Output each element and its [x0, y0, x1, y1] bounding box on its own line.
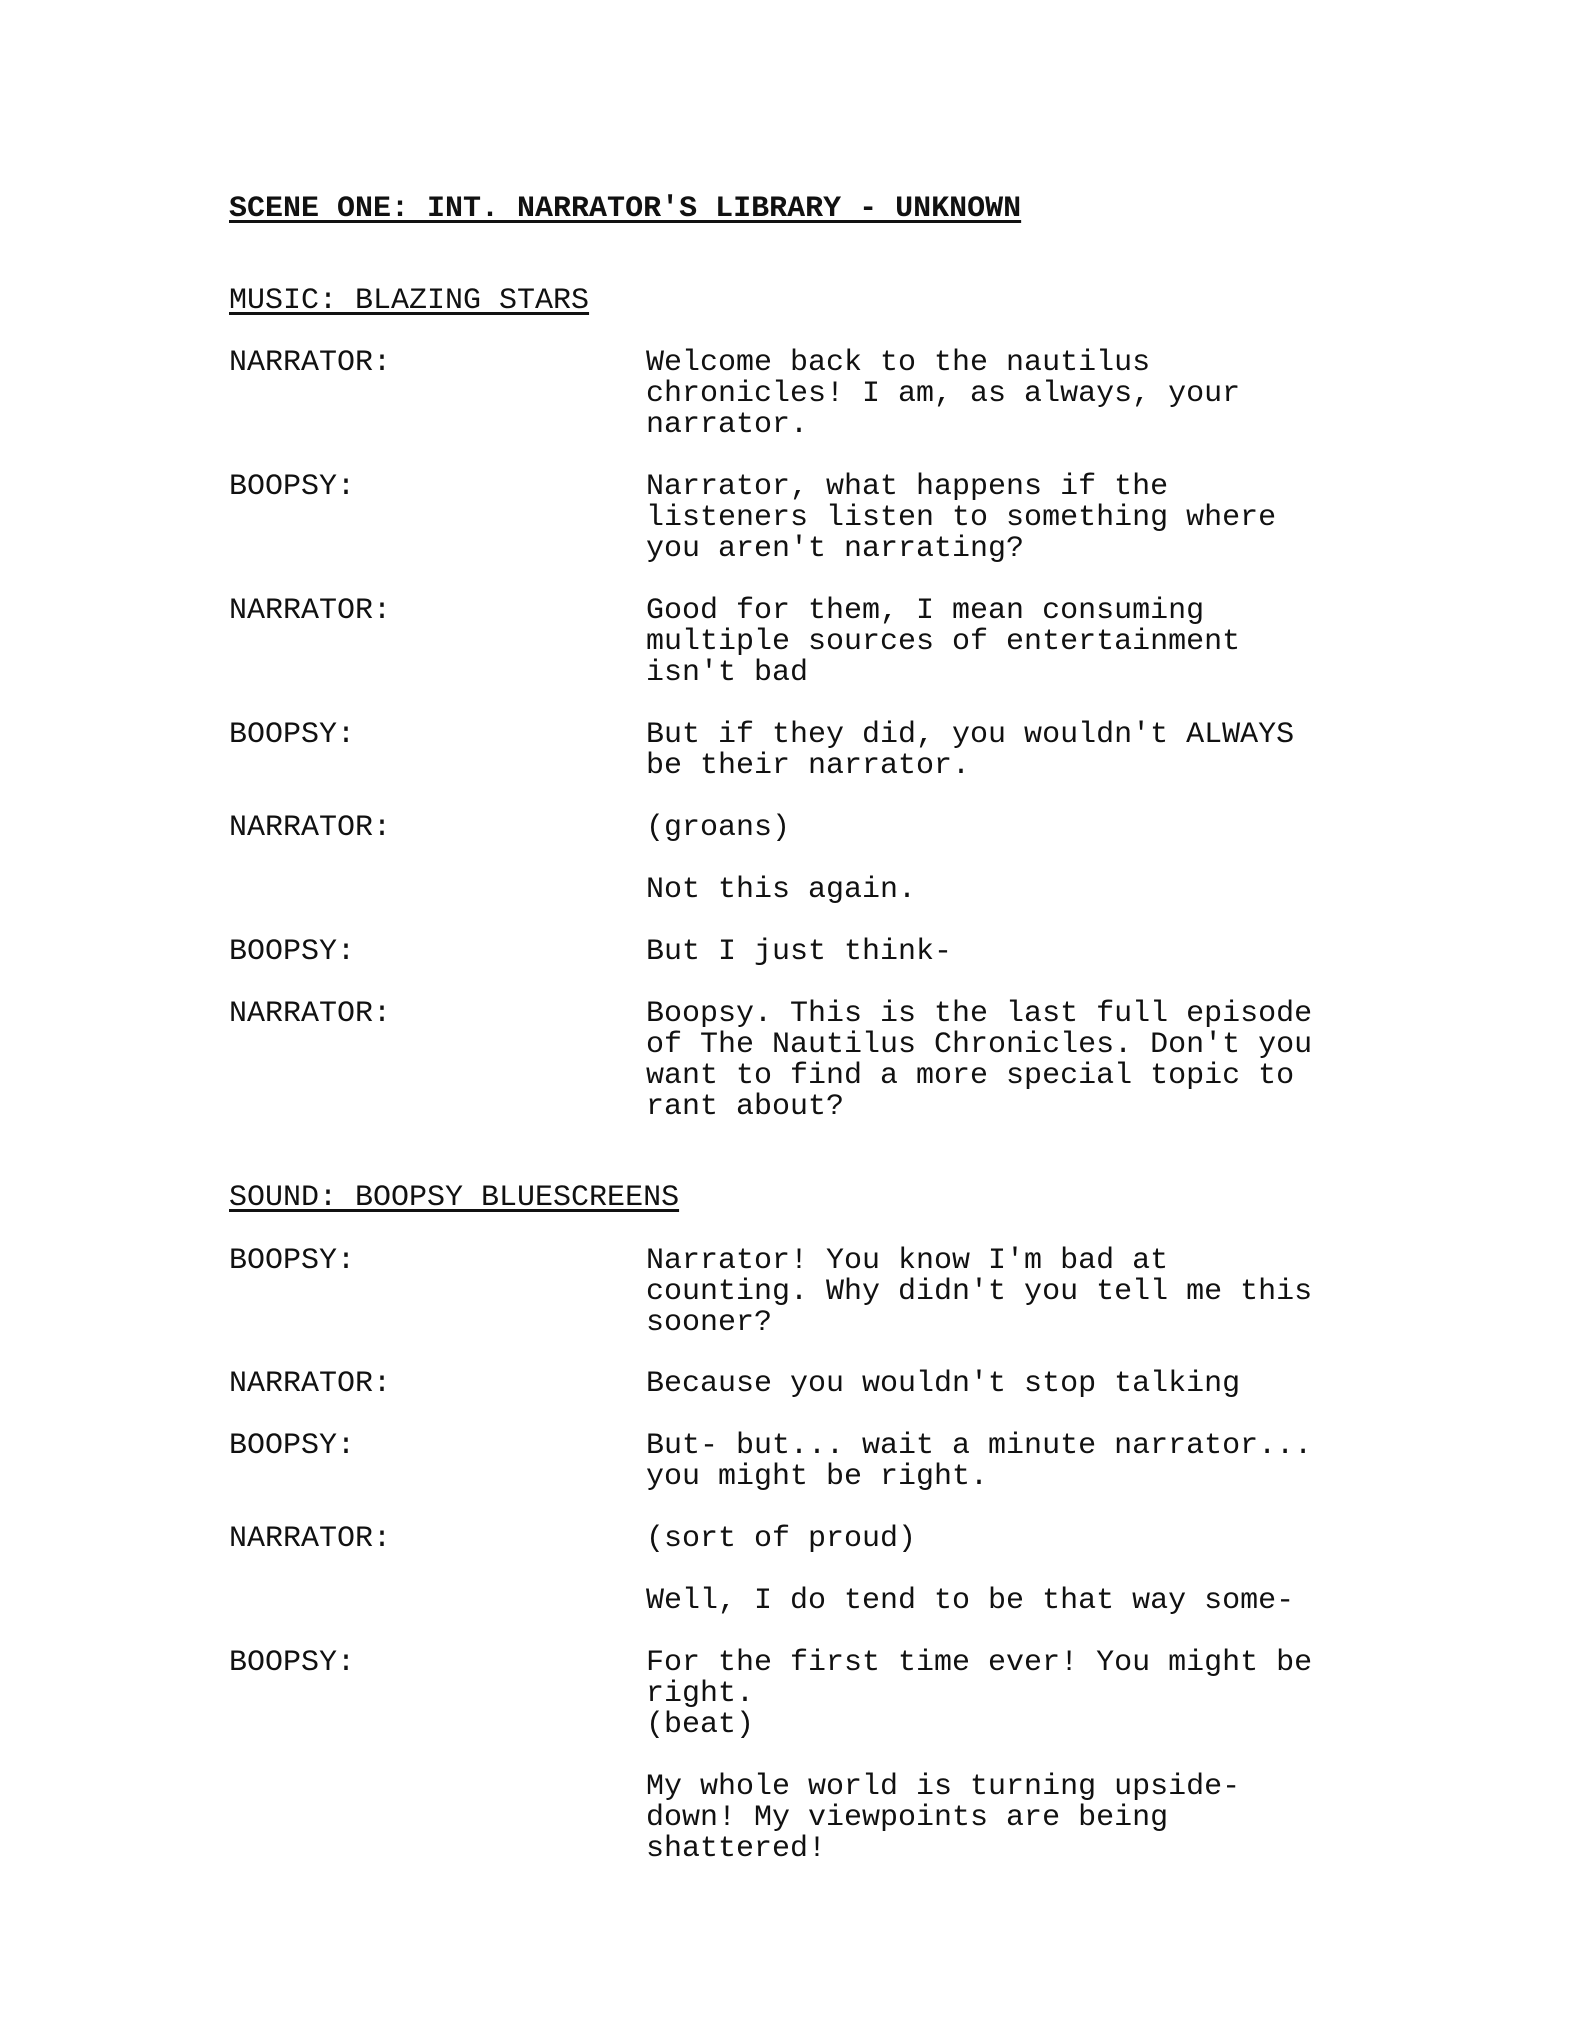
- speaker-name: BOOPSY:: [229, 1429, 356, 1463]
- dialogue-text: Welcome back to the nautilus chronicles! I am, as always, your narrator.: [646, 346, 1241, 442]
- parenthetical-text: (groans): [646, 811, 791, 845]
- speaker-name: NARRATOR:: [229, 594, 392, 628]
- speaker-name: NARRATOR:: [229, 1367, 392, 1401]
- dialogue-text: Good for them, I mean consuming multiple sources of entertainment isn't bad: [646, 594, 1241, 690]
- music-cue: MUSIC: BLAZING STARS: [229, 284, 590, 318]
- speaker-name: NARRATOR:: [229, 811, 392, 845]
- dialogue-text: But if they did, you wouldn't ALWAYS be their narrator.: [646, 718, 1295, 783]
- dialogue-text: Because you wouldn't stop talking: [646, 1367, 1241, 1401]
- dialogue-text: Narrator, what happens if the listeners listen to something where you aren't narrating?: [646, 470, 1277, 566]
- speaker-name: BOOPSY:: [229, 1646, 356, 1680]
- dialogue-text: But I just think-: [646, 935, 953, 969]
- dialogue-text: My whole world is turning upside- down! My viewpoints are being shattered!: [646, 1770, 1241, 1866]
- speaker-name: NARRATOR:: [229, 346, 392, 380]
- dialogue-text: But- but... wait a minute narrator... you might be right.: [646, 1429, 1313, 1494]
- sound-cue: SOUND: BOOPSY BLUESCREENS: [229, 1181, 680, 1215]
- dialogue-text: Boopsy. This is the last full episode of The Nautilus Chronicles. Don't you want to find a more special topic to rant about?: [646, 997, 1313, 1124]
- speaker-name: BOOPSY:: [229, 935, 356, 969]
- dialogue-text: Narrator! You know I'm bad at counting. Why didn't you tell me this sooner?: [646, 1244, 1313, 1340]
- speaker-name: BOOPSY:: [229, 718, 356, 752]
- scene-heading: SCENE ONE: INT. NARRATOR'S LIBRARY - UNKNOWN: [229, 192, 1022, 226]
- parenthetical-text: (sort of proud): [646, 1522, 917, 1556]
- speaker-name: BOOPSY:: [229, 470, 356, 504]
- dialogue-text: Not this again.: [646, 873, 917, 907]
- dialogue-text: Well, I do tend to be that way some-: [646, 1584, 1295, 1618]
- speaker-name: NARRATOR:: [229, 1522, 392, 1556]
- speaker-name: BOOPSY:: [229, 1244, 356, 1278]
- speaker-name: NARRATOR:: [229, 997, 392, 1031]
- dialogue-text: For the first time ever! You might be right. (beat): [646, 1646, 1313, 1742]
